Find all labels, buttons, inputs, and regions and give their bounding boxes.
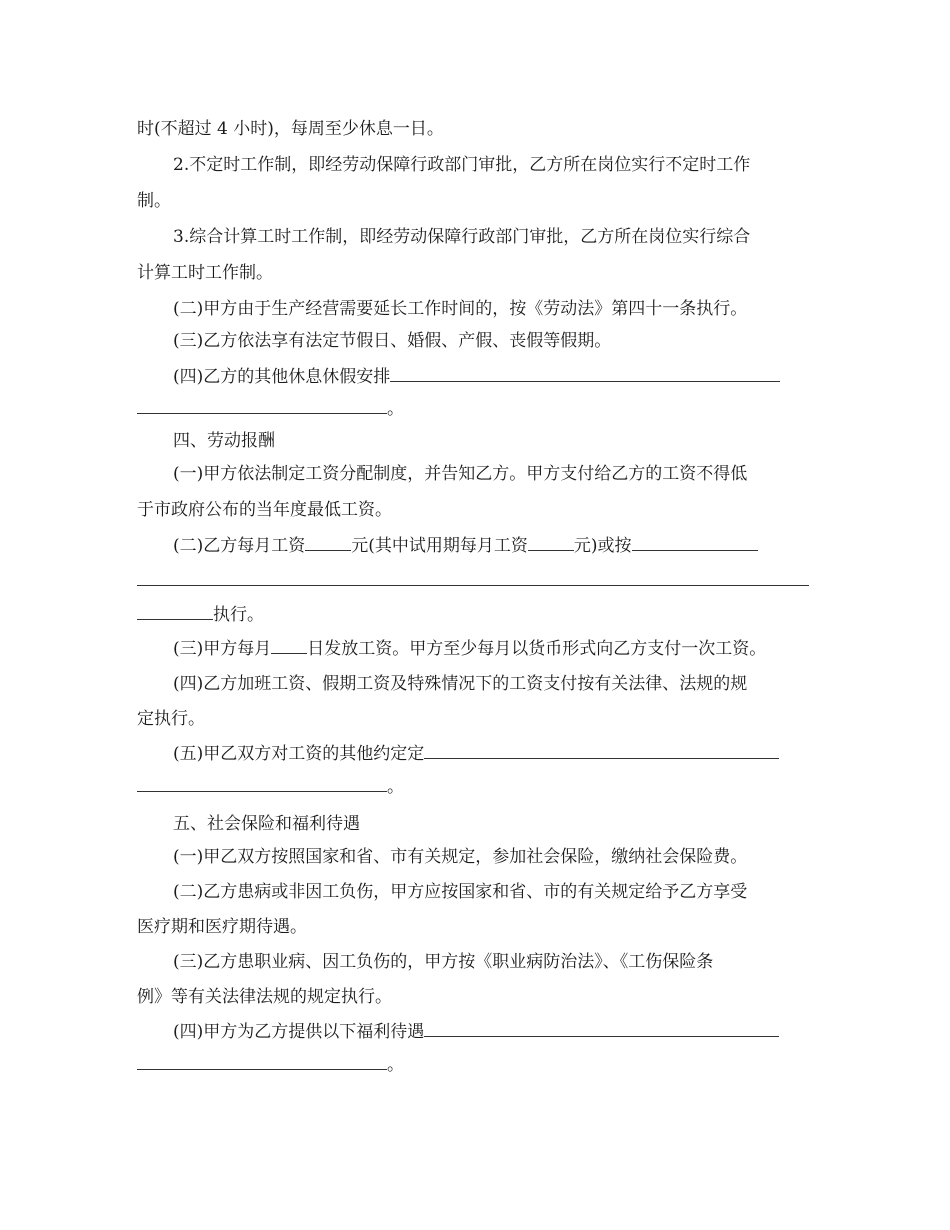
text-line bbox=[137, 570, 813, 592]
fill-blank[interactable] bbox=[390, 366, 780, 382]
text-line bbox=[137, 743, 813, 765]
text: (四)乙方的其他休息休假安排 bbox=[173, 367, 391, 387]
text: (二)乙方每月工资 bbox=[173, 536, 306, 556]
text-line bbox=[137, 330, 813, 352]
text: 2.不定时工作制，即经劳动保障行政部门审批，乙方所在岗位实行不定时工作 bbox=[173, 155, 751, 175]
text-line bbox=[137, 226, 813, 248]
fill-blank[interactable] bbox=[137, 570, 809, 586]
fill-blank[interactable] bbox=[137, 398, 387, 414]
fill-blank[interactable] bbox=[424, 1021, 779, 1037]
text-line bbox=[137, 499, 813, 521]
text: 。 bbox=[387, 777, 404, 797]
section-heading bbox=[137, 430, 813, 452]
text: 于市政府公布的当年度最低工资。 bbox=[137, 500, 392, 520]
text-line bbox=[137, 398, 813, 420]
text-line bbox=[137, 916, 813, 938]
text-line bbox=[137, 1021, 813, 1043]
text: 例》等有关法律法规的规定执行。 bbox=[137, 987, 392, 1007]
text-line bbox=[137, 846, 813, 868]
text-line bbox=[137, 535, 813, 557]
text: (二)甲方由于生产经营需要延长工作时间的，按《劳动法》第四十一条执行。 bbox=[173, 299, 748, 319]
text-line bbox=[137, 463, 813, 485]
text: (四)甲方为乙方提供以下福利待遇 bbox=[173, 1022, 425, 1042]
text-line bbox=[137, 1054, 813, 1076]
text: (一)甲方依法制定工资分配制度，并告知乙方。甲方支付给乙方的工资不得低 bbox=[173, 464, 748, 484]
text: 日发放工资。甲方至少每月以货币形式向乙方支付一次工资。 bbox=[307, 639, 767, 659]
text: 制。 bbox=[137, 191, 171, 211]
text: (一)甲乙双方按照国家和省、市有关规定，参加社会保险，缴纳社会保险费。 bbox=[173, 847, 748, 867]
fill-blank[interactable] bbox=[305, 535, 351, 551]
fill-blank[interactable] bbox=[528, 535, 574, 551]
text: 医疗期和医疗期待遇。 bbox=[137, 917, 307, 937]
text-line bbox=[137, 154, 813, 176]
text-line bbox=[137, 118, 813, 140]
text: 元)或按 bbox=[573, 536, 632, 556]
text: (三)乙方患职业病、因工负伤的，甲方按《职业病防治法》、《工伤保险条 bbox=[173, 952, 714, 972]
text: 时(不超过 4 小时)，每周至少休息一日。 bbox=[137, 119, 444, 139]
section-heading bbox=[137, 813, 813, 835]
text-line bbox=[137, 776, 813, 798]
text-line bbox=[137, 262, 813, 284]
text: (三)乙方依法享有法定节假日、婚假、产假、丧假等假期。 bbox=[173, 331, 612, 351]
text: 计算工时工作制。 bbox=[137, 263, 273, 283]
fill-blank[interactable] bbox=[632, 535, 758, 551]
text: 。 bbox=[387, 1055, 404, 1075]
text-line bbox=[137, 951, 813, 973]
text: 3.综合计算工时工作制，即经劳动保障行政部门审批，乙方所在岗位实行综合 bbox=[173, 227, 751, 247]
text: 五、社会保险和福利待遇 bbox=[173, 814, 360, 834]
text-line bbox=[137, 708, 813, 730]
text-line bbox=[137, 986, 813, 1008]
fill-blank[interactable] bbox=[424, 743, 779, 759]
text-line bbox=[137, 638, 813, 660]
text: 四、劳动报酬 bbox=[173, 431, 275, 451]
text-line bbox=[137, 298, 813, 320]
text: 元(其中试用期每月工资 bbox=[351, 536, 528, 556]
fill-blank[interactable] bbox=[137, 1054, 387, 1070]
text: 执行。 bbox=[213, 605, 264, 625]
fill-blank[interactable] bbox=[137, 776, 387, 792]
text-line bbox=[137, 881, 813, 903]
fill-blank[interactable] bbox=[271, 638, 307, 654]
text: 定执行。 bbox=[137, 709, 205, 729]
text-line bbox=[137, 673, 813, 695]
text: (三)甲方每月 bbox=[173, 639, 272, 659]
text: (四)乙方加班工资、假期工资及特殊情况下的工资支付按有关法律、法规的规 bbox=[173, 674, 748, 694]
text: (二)乙方患病或非因工负伤，甲方应按国家和省、市的有关规定给予乙方享受 bbox=[173, 882, 748, 902]
text-line bbox=[137, 604, 813, 626]
text-line bbox=[137, 190, 813, 212]
text: 。 bbox=[387, 399, 404, 419]
fill-blank[interactable] bbox=[137, 604, 213, 620]
text: (五)甲乙双方对工资的其他约定定 bbox=[173, 744, 425, 764]
text-line bbox=[137, 366, 813, 388]
